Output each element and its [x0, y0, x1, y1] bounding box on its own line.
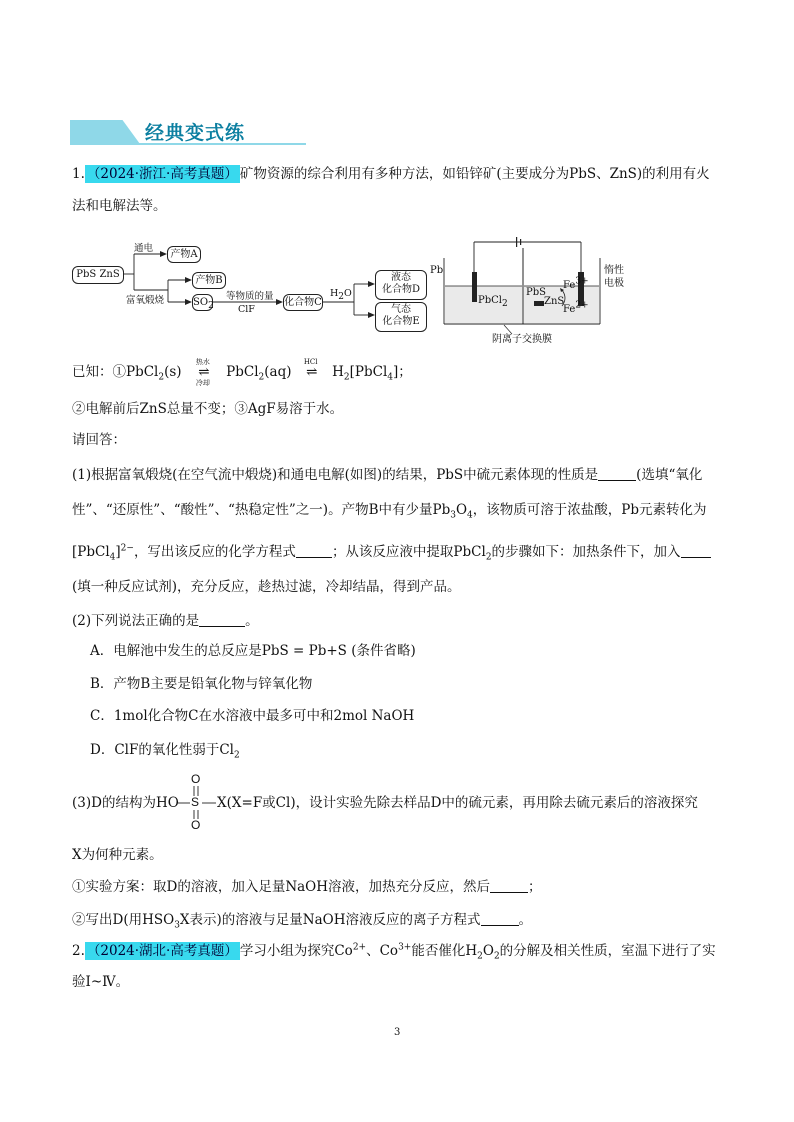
q1-source-tag: （2024·浙江·高考真题）	[86, 166, 238, 182]
cell-label-pbs: PbS	[526, 287, 546, 298]
reversible-arrow-1: 热水 ⇌ 冷却	[195, 358, 210, 387]
cell-label-zns: ZnS	[544, 296, 565, 307]
flow-label-equal-amount: 等物质的量	[226, 291, 274, 302]
header-accent-shape	[70, 120, 140, 144]
electrolysis-cell-diagram	[430, 228, 650, 344]
cell-label-fe3: $Fe^{3+}$	[563, 276, 589, 291]
answer-blank-p2[interactable]	[199, 626, 245, 627]
q2-source-tag: （2024·湖北·高考真题）	[86, 943, 238, 959]
flow-label-clf: ClF	[238, 304, 255, 315]
p1-line4: (填一种反应试剂)，充分反应，趁热过滤，冷却结晶，得到产品。	[72, 579, 461, 595]
flow-box-start: PbS ZnS	[72, 266, 124, 284]
q1-stem-line1	[72, 164, 710, 184]
flow-box-liquid-d: 液态 化合物D	[375, 270, 427, 300]
p1-line3: [PbCl$_4$]$^{2-}$，写出该反应的化学方程式 ；从该反应液中提取PbCl$_2$的步骤如下：加热条件下，加入	[72, 542, 711, 562]
known-line1: 已知：①PbCl$_2$(s) 热水 ⇌ 冷却 PbCl$_2$(aq) HCl ⇌ $H_2[PbCl_4]$；	[72, 358, 412, 387]
p1-line1: (1)根据富氧煅烧(在空气流中煅烧)和通电电解(如图)的结果，PbS中硫元素体现的性质是 (选填“氧化	[72, 467, 703, 483]
option-c: C．1mol化合物C在水溶液中最多可中和2mol NaOH	[90, 708, 415, 724]
q1-stem-line2: 法和电解法等。	[72, 198, 167, 214]
cell-label-membrane: 阴离子交换膜	[492, 334, 552, 345]
answer-blank-p3-1[interactable]	[490, 892, 528, 893]
p3-structure	[72, 772, 792, 838]
cell-label-fe2: $Fe^{2+}$	[563, 300, 589, 315]
struct-o-bottom: O	[191, 818, 201, 832]
q2-stem-line1: 2. （2024·湖北·高考真题） 学习小组为探究$Co^{2+}$、$Co^{3+}$能否催化$H_2O_2$的分解及相关性质，室温下进行了实	[72, 942, 716, 962]
flow-label-electrolysis: 通电	[134, 243, 154, 254]
struct-o-top: O	[191, 772, 201, 786]
flow-box-compound-c: 化合物C	[283, 294, 323, 311]
option-b: B．产物B主要是铅氧化物与锌氧化物	[90, 676, 313, 692]
q1-number: 1.	[72, 166, 85, 182]
cell-label-pbcl2: PbCl$_2$	[478, 295, 508, 309]
q2-stem-line2: 验Ⅰ~Ⅳ。	[72, 974, 130, 990]
option-d: D．ClF的氧化性弱于$Cl_2$	[90, 742, 240, 761]
section-title: 经典变式练	[145, 123, 246, 144]
answer-blank-p3-2[interactable]	[481, 925, 519, 926]
p2-line: (2)下列说法正确的是 。	[72, 613, 259, 629]
p3-sub2: ②写出D(用$HSO_3X$表示)的溶液与足量NaOH溶液反应的离子方程式 。	[72, 912, 533, 931]
answer-blank-p1-reagent[interactable]	[681, 557, 711, 558]
process-flow-diagram	[72, 240, 430, 336]
cell-label-pb: Pb	[430, 265, 444, 276]
flow-box-so2: $SO_2$	[192, 294, 213, 311]
flow-box-gas-e: 气态 化合物E	[375, 302, 427, 332]
cell-label-inert: 惰性 电极	[604, 265, 624, 289]
p3-sub1: ①实验方案：取D的溶液，加入足量NaOH溶液，加热充分反应，然后 ；	[72, 879, 542, 895]
reversible-arrow-2: HCl ⇌	[303, 358, 318, 380]
p3-line1-start: (3)D的结构为HO	[72, 795, 179, 811]
p1-line2: 性”、“还原性”、“酸性”、“热稳定性”之一)。产物B中有少量$Pb_3O_4$，该物质可溶于浓盐酸，Pb元素转化为	[72, 502, 707, 521]
flow-label-water: $H_2O$	[330, 288, 352, 302]
flow-box-product-a: 产物A	[167, 246, 201, 263]
answer-blank-p1-equation[interactable]	[296, 557, 332, 558]
p3-line1-rest: X(X=F或Cl)，设计实验先除去样品D中的硫元素，再用除去硫元素后的溶液探究	[217, 795, 698, 811]
flow-label-roast: 富氧煅烧	[126, 295, 165, 306]
page-number: 3	[394, 1027, 401, 1038]
ask-label: 请回答：	[72, 432, 126, 448]
known-line2: ②电解前后ZnS总量不变；③AgF易溶于水。	[72, 401, 344, 417]
answer-blank-p1-property[interactable]	[598, 480, 636, 481]
q2-number: 2.	[72, 943, 85, 959]
struct-s: S	[191, 795, 200, 809]
option-a: A．电解池中发生的总反应是PbS = Pb+S (条件省略)	[90, 643, 416, 659]
flow-box-product-b: 产物B	[192, 272, 226, 289]
q1-stem-text1: 矿物资源的综合利用有多种方法，如铅锌矿(主要成分为PbS、ZnS)的利用有火	[239, 166, 710, 182]
p3-line2: X为何种元素。	[72, 847, 163, 863]
